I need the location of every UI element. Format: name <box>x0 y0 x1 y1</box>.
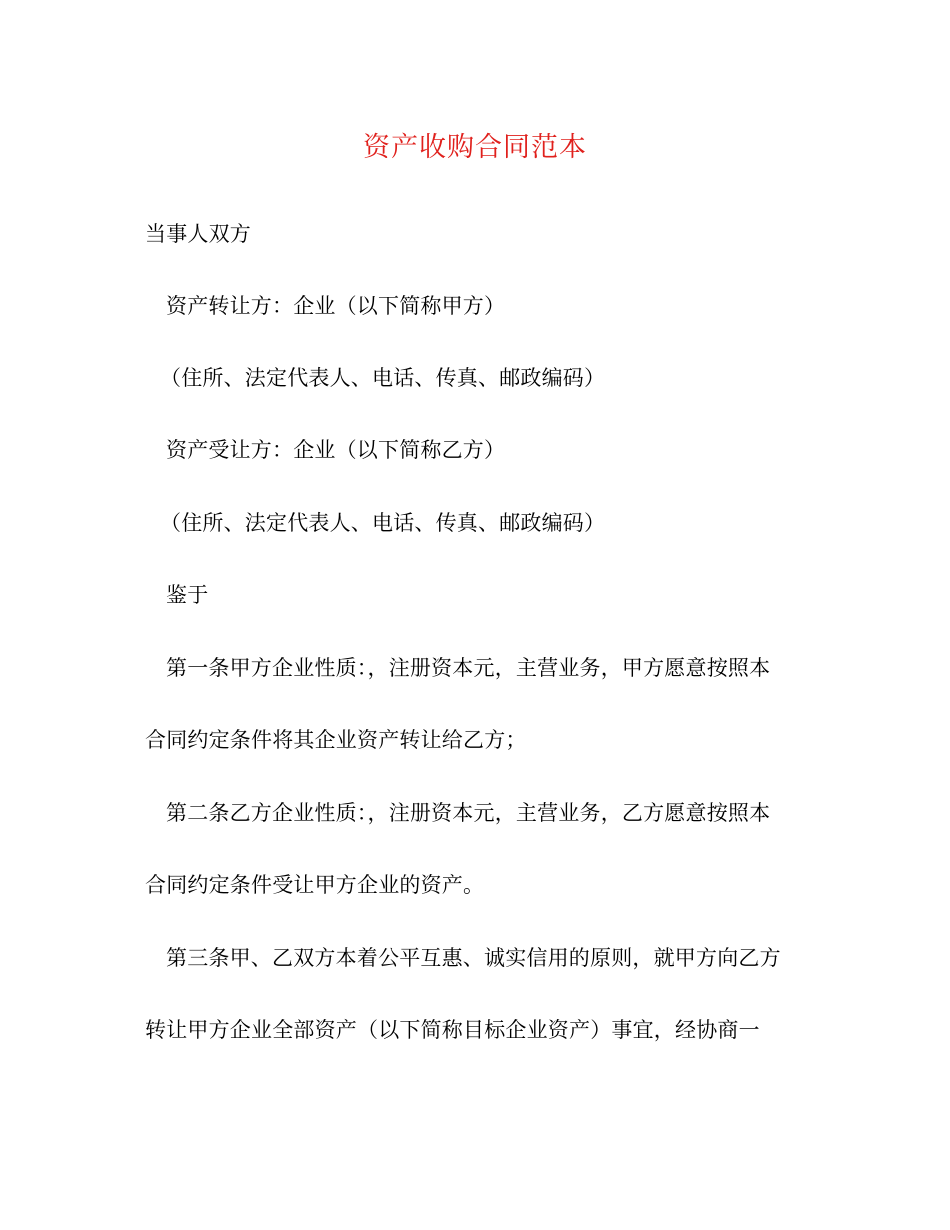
paragraph-parties-heading: 当事人双方 <box>145 222 251 246</box>
article-2-line-2: 合同约定条件受让甲方企业的资产。 <box>145 873 485 897</box>
article-1-line-2: 合同约定条件将其企业资产转让给乙方； <box>145 728 527 752</box>
article-2-line-1: 第二条乙方企业性质：，注册资本元，主营业务，乙方愿意按照本 <box>166 801 771 825</box>
article-3-line-1: 第三条甲、乙双方本着公平互惠、诚实信用的原则，就甲方向乙方 <box>166 946 781 970</box>
paragraph-transferee: 资产受让方：企业（以下简称乙方） <box>166 438 506 462</box>
article-1-line-1: 第一条甲方企业性质：，注册资本元，主营业务，甲方愿意按照本 <box>166 656 771 680</box>
document-title: 资产收购合同范本 <box>363 132 587 163</box>
article-3-line-2: 转让甲方企业全部资产（以下简称目标企业资产）事宜，经协商一 <box>145 1018 760 1042</box>
paragraph-whereas: 鉴于 <box>166 583 209 607</box>
paragraph-transferee-details: （住所、法定代表人、电话、传真、邮政编码） <box>160 511 606 535</box>
paragraph-transferor: 资产转让方：企业（以下简称甲方） <box>166 294 506 318</box>
paragraph-transferor-details: （住所、法定代表人、电话、传真、邮政编码） <box>160 366 606 390</box>
